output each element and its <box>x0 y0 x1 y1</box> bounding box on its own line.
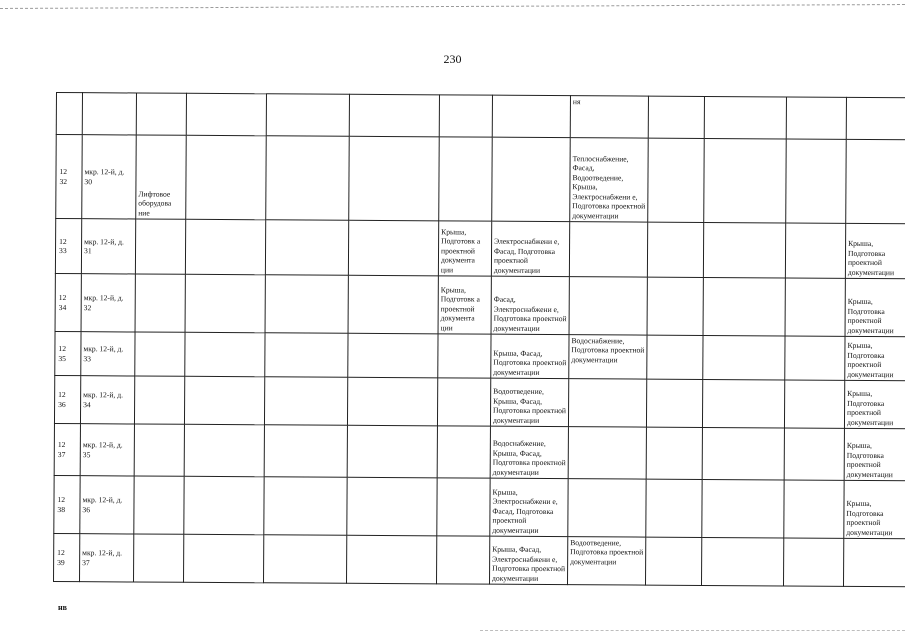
work-cell <box>843 538 905 586</box>
row-number-part: 39 <box>57 557 65 567</box>
work-cell <box>785 278 845 336</box>
work-cell: Крыша, Подготовка проектной документации <box>844 480 905 538</box>
row-number-cell <box>55 219 81 274</box>
header-cell <box>82 93 136 135</box>
header-cell-fragment: ня <box>570 96 648 138</box>
work-cell <box>134 534 184 582</box>
work-cell: Крыша, Подготовка проектной документации <box>844 380 905 428</box>
row-number-part: 12 <box>59 167 68 177</box>
work-cell <box>347 377 437 426</box>
work-cell <box>846 139 905 223</box>
work-cell <box>135 274 185 332</box>
work-cell <box>185 219 265 274</box>
work-cell <box>569 277 647 335</box>
address-cell: мкр. 12-й, д. 32 <box>81 274 135 332</box>
work-cell <box>134 376 184 424</box>
work-cell <box>702 379 784 428</box>
work-cell <box>784 480 844 538</box>
row-number-cell <box>55 331 81 375</box>
work-cell: Фасад, Электроснабжени е, Подготовка проектной документации <box>491 276 569 334</box>
work-cell <box>185 274 265 332</box>
work-cell <box>184 476 264 534</box>
table-row <box>55 331 905 380</box>
work-cell <box>186 135 267 219</box>
address-cell: мкр. 12-й, д. 33 <box>81 332 135 376</box>
table-row <box>54 533 905 586</box>
work-cell <box>347 477 437 536</box>
work-cell <box>264 425 347 478</box>
address-cell: мкр. 12-й, д. 35 <box>80 424 134 476</box>
row-number-cell <box>54 533 80 581</box>
work-cell: Крыша, Подготовка проектной документации <box>845 223 905 278</box>
work-cell <box>438 334 491 378</box>
work-cell: Крыша, Подготовка проектной документации <box>845 336 905 380</box>
work-cell <box>784 428 844 480</box>
work-cell <box>701 537 783 586</box>
header-cell <box>846 97 905 139</box>
work-cell <box>264 535 347 584</box>
work-cell <box>347 425 437 478</box>
work-cell: Крыша, Подготовка проектной документации <box>845 278 905 336</box>
header-cell <box>186 93 266 135</box>
work-cell <box>348 333 438 378</box>
address-cell: мкр. 12-й, д. 36 <box>80 476 134 534</box>
header-cell <box>492 95 570 137</box>
page-number: 230 <box>443 52 462 66</box>
row-number-cell <box>55 273 81 331</box>
header-cell <box>704 96 786 139</box>
row-number-part: 38 <box>57 504 66 514</box>
work-cell: Крыша, Подготовка проектной документации <box>844 428 905 480</box>
work-cell <box>703 335 785 380</box>
work-cell: Крыша, Электроснабжени е, Фасад, Подготовка проектной документации <box>490 478 568 536</box>
row-number-part: 12 <box>59 236 67 246</box>
work-cell <box>645 537 701 585</box>
row-number-part: 12 <box>57 548 65 558</box>
work-cell <box>568 479 646 537</box>
work-cell: Водоотведение, Крыша, Фасад, Подготовка проектной документации <box>490 378 568 426</box>
header-continuation-row <box>56 93 905 140</box>
header-cell <box>439 95 492 137</box>
row-number-cell <box>54 375 80 423</box>
address-cell: мкр. 12-й, д. 30 <box>82 135 137 219</box>
work-cell <box>348 275 438 334</box>
work-cell <box>347 535 437 584</box>
work-cell <box>703 277 785 335</box>
row-number-cell <box>54 475 80 533</box>
work-cell <box>348 220 438 276</box>
work-cell <box>349 136 440 221</box>
row-number-part: 33 <box>59 246 67 256</box>
work-cell <box>648 138 705 222</box>
work-cell <box>568 427 646 479</box>
work-cell <box>184 534 264 582</box>
row-number-part: 37 <box>57 449 66 459</box>
header-cell <box>266 94 349 137</box>
work-cell <box>569 222 647 277</box>
work-cell <box>646 379 702 427</box>
row-number-part: 34 <box>58 302 67 312</box>
work-cell <box>265 220 348 276</box>
scan-bottom-edge <box>480 630 905 631</box>
work-cell <box>702 427 784 479</box>
work-cell <box>646 479 702 537</box>
work-cell <box>266 136 350 221</box>
scan-edge-line <box>0 4 905 23</box>
work-cell <box>647 277 703 335</box>
table-wrapper <box>53 92 895 587</box>
work-cell <box>704 138 787 222</box>
header-cell <box>56 93 82 135</box>
address-cell: мкр. 12-й, д. 31 <box>81 219 135 274</box>
work-cell <box>568 379 646 427</box>
work-cell <box>492 137 571 221</box>
row-number-part: 12 <box>58 344 67 354</box>
work-cell: Крыша, Фасад, Подготовка проектной документации <box>491 334 569 378</box>
work-cell: Водоснабжение, Подготовка проектной документации <box>569 335 647 379</box>
work-cell <box>702 479 784 537</box>
table-row <box>55 273 905 336</box>
work-cell <box>785 223 845 278</box>
work-cell <box>439 137 493 221</box>
work-cell <box>264 477 347 536</box>
work-cell <box>264 377 347 426</box>
row-number-part: 32 <box>59 176 68 186</box>
work-cell <box>134 476 184 534</box>
work-cell <box>647 335 703 379</box>
row-number-part: 12 <box>57 495 66 505</box>
address-cell: мкр. 12-й, д. 37 <box>80 534 134 582</box>
work-cell <box>265 333 348 378</box>
row-number-part: 12 <box>58 293 67 303</box>
work-cell: Крыша, Подготовк а проектной документа ции <box>438 276 491 334</box>
work-cell: Теплоснабжение, Фасад, Водоотведение, Крыша, Электроснабжени е, Подготовка проектной документации <box>570 138 649 222</box>
work-cell <box>265 275 348 334</box>
header-cell <box>786 97 846 139</box>
table-row <box>54 475 905 538</box>
row-number-part: 12 <box>57 440 66 450</box>
work-cell: Водоснабжение, Крыша, Фасад, Подготовка проектной документации <box>490 426 568 478</box>
work-cell <box>784 380 844 428</box>
header-cell <box>136 93 186 135</box>
work-cell <box>437 426 490 478</box>
work-cell <box>646 427 702 479</box>
work-cell <box>647 222 703 277</box>
work-cell: Водоотведение, Подготовка проектной документации <box>568 537 646 585</box>
table-row <box>54 423 905 480</box>
work-cell <box>134 424 184 476</box>
header-cell <box>648 96 704 138</box>
row-number-part: 35 <box>58 353 66 363</box>
work-cell: Крыша, Подготовк а проектной документа ции <box>438 221 491 276</box>
work-cell <box>437 536 490 584</box>
table-row <box>56 135 905 224</box>
row-number-cell <box>54 423 80 475</box>
work-cell <box>783 538 843 586</box>
row-number-cell <box>56 135 83 219</box>
row-number-part: 36 <box>58 399 66 409</box>
work-cell <box>437 478 490 536</box>
work-cell <box>703 222 785 277</box>
work-cell: Лифтовое оборудова ние <box>136 135 187 219</box>
address-cell: мкр. 12-й, д. 34 <box>80 376 134 424</box>
work-cell: Электроснабжени е, Фасад, Подготовка проектной документации <box>491 221 569 276</box>
header-cell <box>349 94 439 137</box>
work-cell <box>184 376 264 424</box>
work-cell <box>786 139 847 223</box>
work-cell <box>185 332 265 376</box>
work-cell <box>135 332 185 376</box>
row-number-part: 12 <box>58 390 66 400</box>
table-row <box>54 375 905 428</box>
repair-schedule-table <box>53 92 905 587</box>
table-row <box>55 219 905 279</box>
work-cell <box>437 378 490 426</box>
work-cell: Крыша, Фасад, Электроснабжени е, Подготовка проектной документации <box>490 536 568 584</box>
work-cell <box>135 219 185 274</box>
work-cell <box>184 424 264 476</box>
footer-note: нв <box>58 603 67 612</box>
work-cell <box>785 336 845 380</box>
